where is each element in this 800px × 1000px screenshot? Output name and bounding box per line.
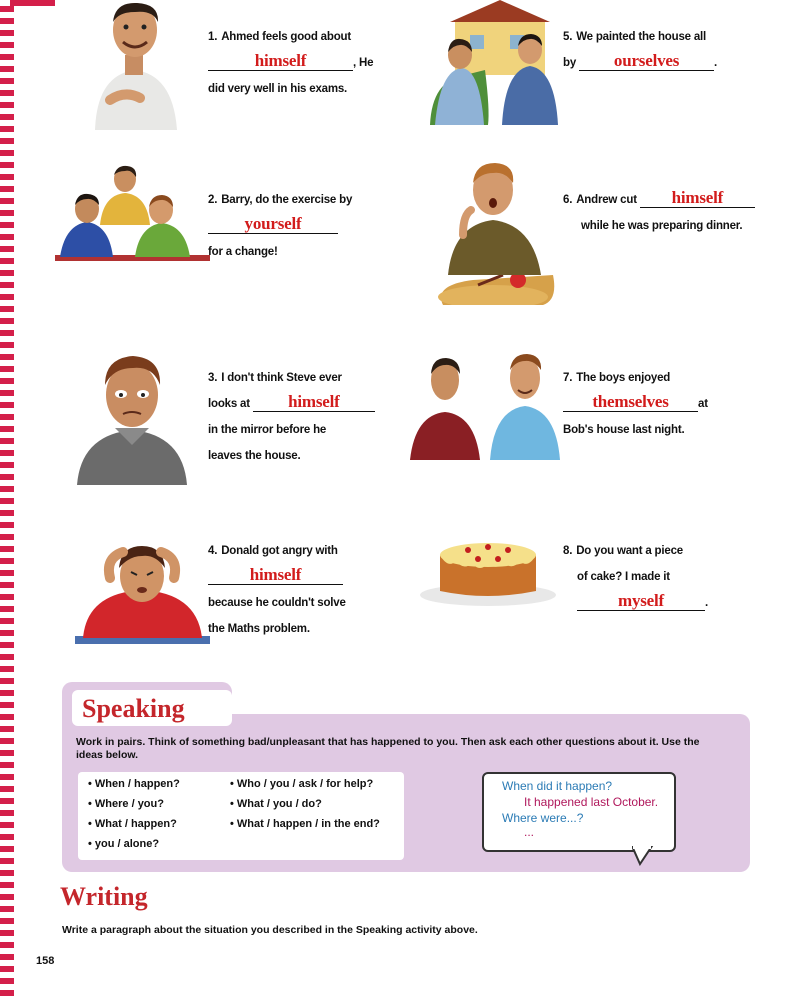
exercise-text: .	[705, 597, 708, 609]
idea-item: • What / you / do?	[230, 798, 322, 810]
speech-bubble	[482, 772, 676, 852]
bubble-tail	[632, 846, 662, 866]
exercise-number: 4.	[208, 545, 218, 557]
exercise-text: We painted the house all	[576, 31, 707, 43]
exercise-text: The boys enjoyed	[576, 372, 671, 384]
answer-blank[interactable]: yourself	[208, 215, 338, 234]
bubble-question: Where were...?	[502, 811, 584, 825]
exercise-text: Andrew cut	[576, 194, 637, 206]
exercise-number: 7.	[563, 372, 573, 384]
exercise-3	[208, 365, 408, 469]
writing-title: Writing	[60, 882, 148, 911]
speaking-instructions: Work in pairs. Think of something bad/unpleasant that has happened to you. Then ask each other questions about it. Use the ideas below.	[76, 736, 700, 761]
exercise-text: .	[714, 57, 718, 69]
students-at-desk-illustration	[55, 165, 210, 265]
exercise-text: Donald got angry with	[221, 545, 338, 557]
exercise-text: looks at	[208, 398, 250, 410]
exercise-number: 1.	[208, 31, 218, 43]
answer-blank[interactable]: themselves	[563, 393, 698, 412]
exercise-text: for a change!	[208, 246, 278, 258]
exercise-number: 6.	[563, 194, 573, 206]
exercise-number: 5.	[563, 31, 573, 43]
exercise-text: of cake? I made it	[577, 571, 670, 583]
exercise-text: the Maths problem.	[208, 623, 310, 635]
exercise-number: 2.	[208, 194, 218, 206]
answer-blank[interactable]: ourselves	[579, 52, 714, 71]
idea-item: • What / happen / in the end?	[230, 818, 380, 830]
exercise-text: Ahmed feels good about	[221, 31, 351, 43]
cake-illustration	[418, 535, 558, 607]
exercise-8	[563, 538, 763, 616]
exercise-text: did very well in his exams.	[208, 83, 348, 95]
idea-item: • Who / you / ask / for help?	[230, 778, 374, 790]
spiral-binding	[0, 0, 14, 1000]
corner-tab	[10, 0, 55, 6]
exercise-6	[563, 187, 768, 239]
exercise-text: leaves the house.	[208, 450, 301, 462]
idea-item: • What / happen?	[88, 818, 177, 830]
bubble-ellipsis: ...	[524, 825, 535, 839]
exercise-text: while he was preparing dinner.	[581, 220, 743, 232]
speaking-title: Speaking	[82, 694, 185, 723]
ideas-box	[78, 772, 404, 860]
exercise-1	[208, 24, 408, 102]
exercise-5	[563, 24, 763, 76]
writing-instructions: Write a paragraph about the situation you described in the Speaking activity above.	[62, 924, 478, 936]
exercise-text: I don't think Steve ever	[221, 372, 342, 384]
exercise-4	[208, 538, 408, 642]
painting-house-illustration	[430, 0, 560, 125]
answer-blank[interactable]: myself	[577, 592, 705, 611]
exercise-text: at	[698, 398, 708, 410]
answer-blank[interactable]: himself	[208, 566, 343, 585]
exercise-text: in the mirror before he	[208, 424, 327, 436]
page-number: 158	[36, 955, 55, 967]
man-angry-book-illustration	[75, 538, 210, 648]
exercise-2	[208, 187, 408, 265]
exercise-number: 8.	[563, 545, 573, 557]
exercise-text: Barry, do the exercise by	[221, 194, 353, 206]
exercise-text: Bob's house last night.	[563, 424, 685, 436]
answer-blank[interactable]: himself	[640, 189, 755, 208]
bubble-question: When did it happen?	[502, 779, 613, 793]
two-boys-illustration	[410, 350, 560, 460]
man-cut-finger-illustration	[433, 155, 558, 305]
man-smiling-illustration	[85, 0, 185, 130]
idea-item: • When / happen?	[88, 778, 180, 790]
exercise-text: Do you want a piece	[576, 545, 683, 557]
exercise-text: by	[563, 57, 577, 69]
exercise-number: 3.	[208, 372, 218, 384]
answer-blank[interactable]: himself	[208, 52, 353, 71]
bubble-answer: It happened last October.	[524, 795, 659, 809]
answer-blank[interactable]: himself	[253, 393, 375, 412]
idea-item: • you / alone?	[88, 838, 160, 850]
speaking-panel	[62, 682, 752, 872]
man-tired-illustration	[75, 350, 190, 485]
exercise-7	[563, 365, 763, 443]
idea-item: • Where / you?	[88, 798, 164, 810]
exercise-text: because he couldn't solve	[208, 597, 346, 609]
exercise-text: , He	[353, 57, 374, 69]
